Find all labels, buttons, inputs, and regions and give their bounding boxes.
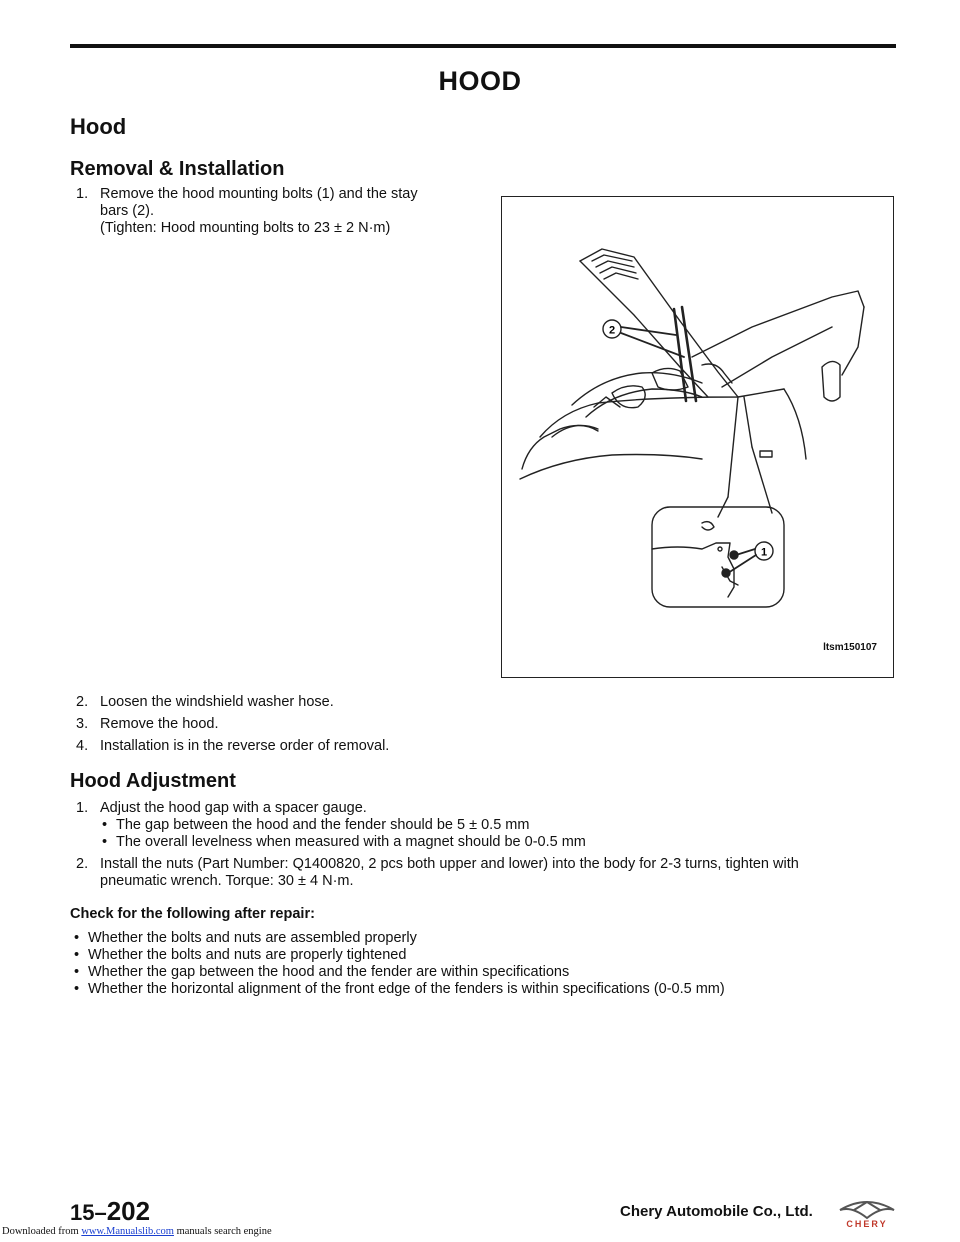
download-prefix: Downloaded from (2, 1226, 82, 1237)
step-text: Remove the hood. (100, 716, 219, 732)
step-text: Installation is in the reverse order of removal. (100, 738, 390, 754)
bullet-dot: • (102, 817, 108, 833)
step-text: Remove the hood mounting bolts (1) and the stay (100, 186, 418, 202)
top-rule (70, 44, 896, 48)
step-torque-note: (Tighten: Hood mounting bolts to 23 ± 2 N·m) (100, 220, 391, 236)
step-text: Install the nuts (Part Number: Q1400820, 2 pcs both upper and lower) into the body for 2-3 turns, tighten with (100, 856, 799, 872)
step-number: 2. (76, 694, 89, 710)
step-text-cont: pneumatic wrench. Torque: 30 ± 4 N·m. (100, 873, 354, 889)
logo-text: CHERY (846, 1219, 888, 1229)
page-title: HOOD (438, 66, 522, 96)
adjustment-step-1 (76, 800, 367, 817)
hood-illustration (502, 197, 895, 679)
step-number: 1. (76, 800, 89, 816)
check-title: Check for the following after repair: (70, 906, 315, 922)
bullet-dot: • (74, 964, 80, 980)
callout-2: 2 (608, 324, 616, 337)
step-text-cont: bars (2). (100, 203, 154, 219)
bullet-dot: • (74, 981, 80, 997)
step-number: 4. (76, 738, 89, 754)
adjustment-step-2 (76, 856, 906, 890)
figure-code: ltsm150107 (823, 642, 877, 653)
page-number-value: 202 (106, 1196, 151, 1226)
check-item-3 (74, 964, 569, 981)
step-number: 3. (76, 716, 89, 732)
removal-step-4 (76, 738, 389, 755)
chapter-number: 15– (70, 1200, 107, 1225)
adjustment-bullet-2 (102, 834, 586, 851)
manualslib-link[interactable]: www.Manualslib.com (81, 1226, 174, 1237)
check-text: Whether the bolts and nuts are assembled properly (88, 930, 417, 946)
page-number (70, 1196, 150, 1227)
step-text: Adjust the hood gap with a spacer gauge. (100, 800, 367, 816)
check-text: Whether the bolts and nuts are properly tightened (88, 947, 407, 963)
hood-removal-figure (501, 196, 894, 678)
download-notice (2, 1226, 272, 1237)
check-text: Whether the horizontal alignment of the front edge of the fenders is within specifications (0-0.5 mm) (88, 981, 725, 997)
check-text: Whether the gap between the hood and the fender are within specifications (88, 964, 570, 980)
bullet-dot: • (102, 834, 108, 850)
removal-step-3 (76, 716, 219, 733)
chery-logo-icon (836, 1196, 898, 1235)
step-text: Loosen the windshield washer hose. (100, 694, 334, 710)
removal-heading: Removal & Installation (70, 158, 285, 180)
section-title: Hood (70, 114, 127, 139)
bullet-dot: • (74, 947, 80, 963)
removal-step-1 (76, 186, 476, 237)
adjustment-bullet-1 (102, 817, 529, 834)
check-item-2 (74, 947, 406, 964)
check-item-1 (74, 930, 417, 947)
callout-1: 1 (760, 546, 768, 559)
bullet-dot: • (74, 930, 80, 946)
bullet-text: The gap between the hood and the fender should be 5 ± 0.5 mm (116, 817, 530, 833)
step-number: 2. (76, 856, 89, 872)
download-suffix: manuals search engine (173, 1226, 272, 1237)
bullet-text: The overall levelness when measured with a magnet should be 0-0.5 mm (116, 834, 586, 850)
removal-step-2 (76, 694, 334, 711)
company-name: Chery Automobile Co., Ltd. (620, 1203, 813, 1220)
adjustment-heading: Hood Adjustment (70, 770, 236, 792)
check-item-4 (74, 981, 725, 998)
step-number: 1. (76, 186, 89, 202)
